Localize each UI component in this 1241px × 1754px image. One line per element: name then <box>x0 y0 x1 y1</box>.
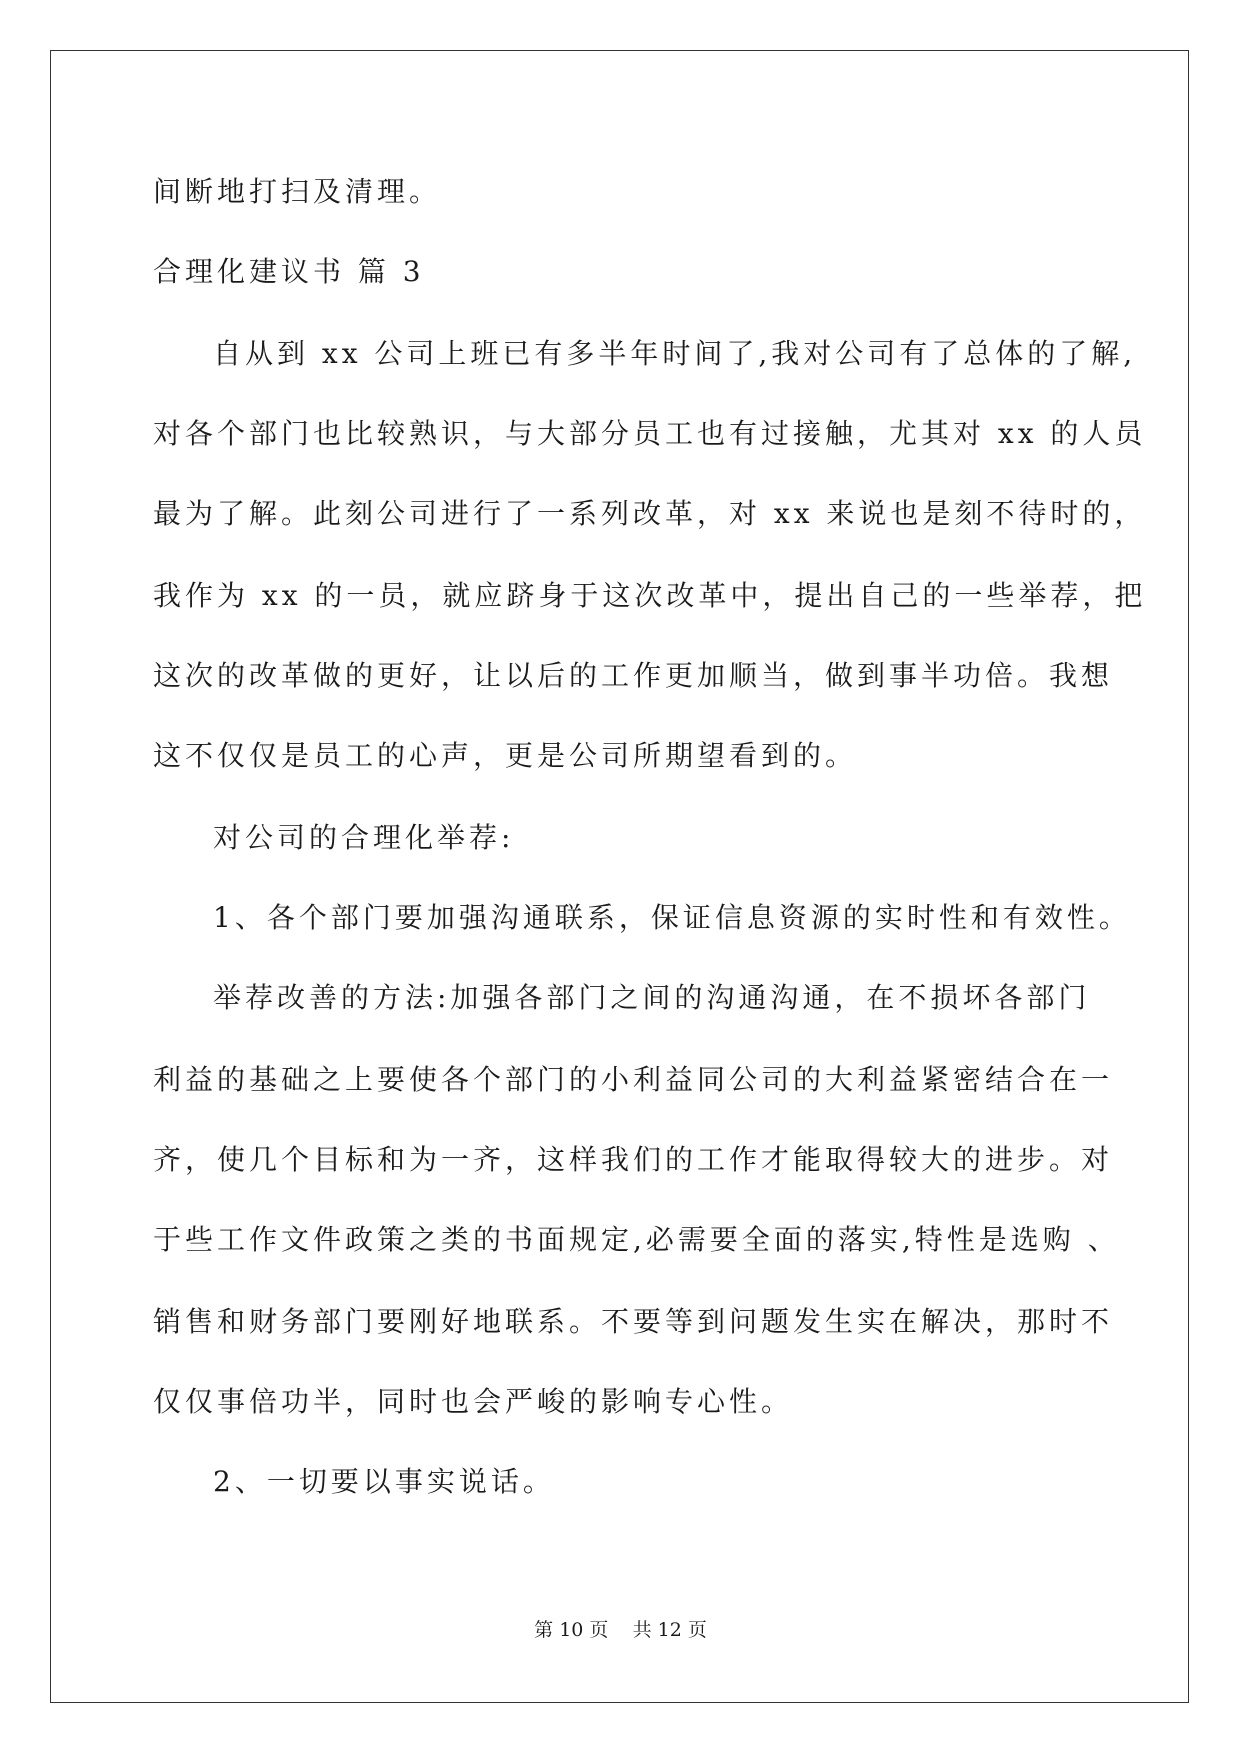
page-footer: 第 10 页 共 12 页 <box>534 1619 707 1641</box>
body-line-16: 2、一切要以事实说话。 <box>213 1465 555 1498</box>
body-line-3: 对各个部门也比较熟识，与大部分员工也有过接触，尤其对 xx 的人员 <box>153 417 1147 450</box>
page-border <box>50 50 1189 1703</box>
body-line-4: 最为了解。此刻公司进行了一系列改革，对 xx 来说也是刻不待时的， <box>153 497 1147 530</box>
body-line-9: 1、各个部门要加强沟通联系，保证信息资源的实时性和有效性。 <box>213 901 1131 934</box>
body-line-12: 齐，使几个目标和为一齐，这样我们的工作才能取得较大的进步。对 <box>153 1143 1114 1176</box>
body-line-11: 利益的基础之上要使各个部门的小利益同公司的大利益紧密结合在一 <box>153 1063 1114 1096</box>
body-line-14: 销售和财务部门要刚好地联系。不要等到问题发生实在解决，那时不 <box>153 1305 1114 1338</box>
section-heading: 合理化建议书 篇 3 <box>153 255 425 288</box>
body-line-13: 于些工作文件政策之类的书面规定,必需要全面的落实,特性是选购 、 <box>153 1223 1120 1256</box>
body-line-10: 举荐改善的方法:加强各部门之间的沟通沟通，在不损坏各部门 <box>213 981 1091 1014</box>
body-line-8: 对公司的合理化举荐: <box>213 821 515 854</box>
body-line-15: 仅仅事倍功半，同时也会严峻的影响专心性。 <box>153 1385 794 1418</box>
body-line-1: 间断地打扫及清理。 <box>153 175 442 208</box>
body-line-7: 这不仅仅是员工的心声，更是公司所期望看到的。 <box>153 739 858 772</box>
body-line-2: 自从到 xx 公司上班已有多半年时间了,我对公司有了总体的了解, <box>213 337 1137 370</box>
body-line-5: 我作为 xx 的一员，就应跻身于这次改革中，提出自己的一些举荐，把 <box>153 579 1147 612</box>
body-line-6: 这次的改革做的更好，让以后的工作更加顺当，做到事半功倍。我想 <box>153 659 1114 692</box>
